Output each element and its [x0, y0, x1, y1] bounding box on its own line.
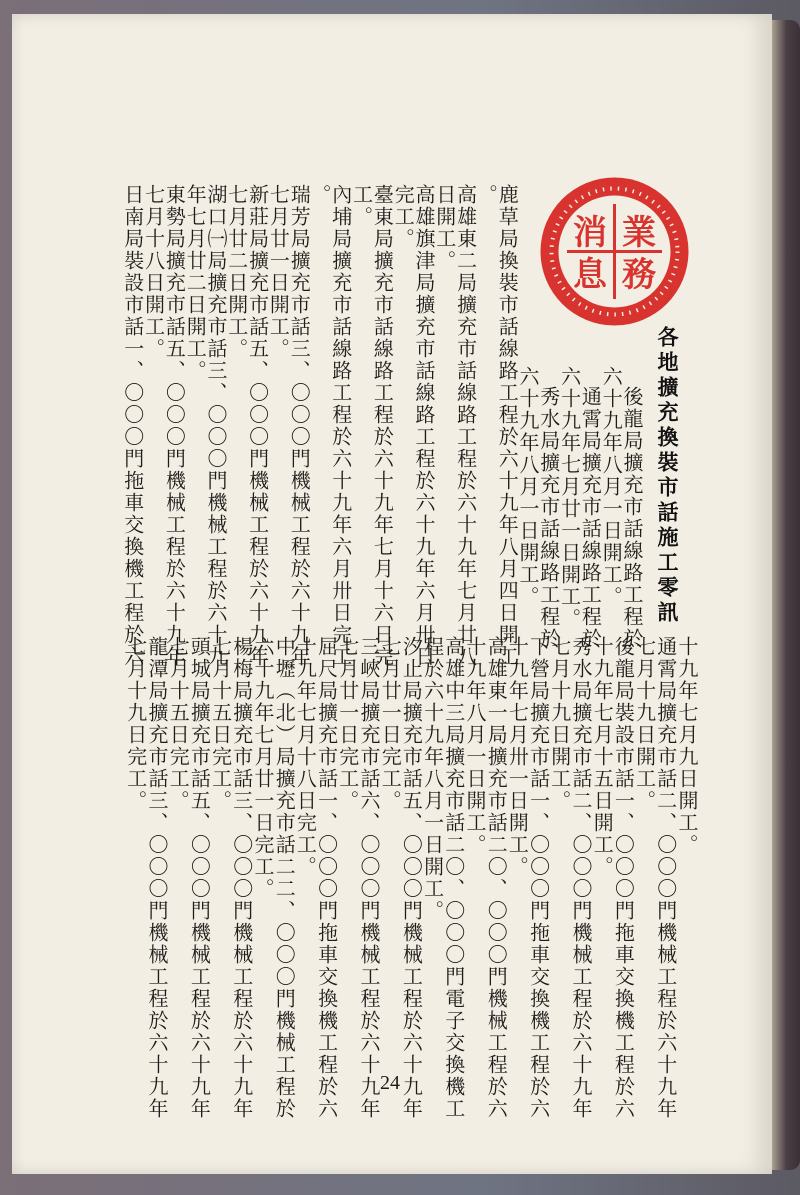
lower-column-25: 七月十五日完工。	[166, 636, 191, 812]
upper-column-2: 六十九年八月一日開工。	[599, 366, 624, 608]
lower-column-8: 下營局擴充市話一、〇〇〇門拖車交換機工程於六	[526, 636, 551, 1120]
lower-column-27: 七月十九日完工。	[123, 636, 148, 812]
stamp-char-xiao: 消	[573, 213, 607, 253]
upper-column-24: 七月十八日開工。	[141, 184, 166, 360]
lower-column-5: 十九年七月十五日開工。	[590, 636, 615, 878]
upper-column-13: 臺東局擴充市話線路工程於六十九年七月十六日完	[370, 184, 395, 668]
lower-column-21: 六十九年七月廿一日完工。	[251, 636, 275, 900]
upper-column-25: 日南局裝設市話一、〇〇〇門拖車交換機工程於六	[120, 184, 145, 668]
lower-column-3: 七月十九日開工。	[632, 636, 657, 812]
lower-column-4: 後龍局裝設市話一、〇〇〇門拖車交換機工程於六	[611, 636, 636, 1120]
upper-column-22: 年七月廿二日開工。	[183, 184, 208, 382]
book-page	[12, 14, 772, 1174]
page-number: 24	[380, 1072, 400, 1094]
lower-column-9: 十九年七月卅一日開工。	[505, 636, 530, 878]
lower-column-1: 十九年七月九日開工。	[675, 636, 699, 856]
lower-column-17: 七月廿一日完工。	[335, 636, 360, 812]
upper-column-19: 新莊局擴充市話五、〇〇〇門機械工程於六十九年	[245, 184, 270, 668]
business-news-stamp	[537, 174, 692, 329]
upper-column-4: 六十九年七月廿一日開工。	[557, 366, 582, 630]
lower-column-7: 七月十九日開工。	[547, 636, 572, 812]
upper-column-10: 日開工。	[432, 184, 457, 272]
upper-column-6: 六十九年八月一日開工。	[516, 366, 540, 608]
lower-column-13: 程於六十九年八月一日開工。	[420, 636, 445, 922]
upper-column-11: 高雄旗津局擴充市話線路工程於六十九年六月卅日	[412, 184, 436, 668]
upper-column-1: 後龍局擴充市話線路工程於	[620, 386, 644, 650]
lower-column-22: 楊梅局擴充市話三、〇〇〇門機械工程於六十九年	[229, 636, 254, 1120]
lower-column-26: 龍潭局擴充市話三、〇〇〇門機械工程於六十九年	[145, 636, 169, 1120]
upper-column-14: 工。	[349, 184, 374, 228]
lower-column-20: 中壢（北）局擴充市話二二、〇〇〇門機械工程於	[272, 636, 297, 1120]
lower-column-15: 七月廿一日完工。	[378, 636, 403, 812]
upper-column-17: 瑞芳局擴充市話三、〇〇〇門機械工程於六十九年	[287, 184, 312, 668]
lower-column-12: 高雄中三局擴充市話二〇、〇〇〇門電子交換機工	[441, 636, 466, 1120]
lower-column-16: 三峽局擴充市話六、〇〇〇門機械工程於六十九年	[357, 636, 381, 1120]
lower-column-24: 頭城局擴充市話五、〇〇〇門機械工程於六十九年	[187, 636, 212, 1120]
upper-column-7: 鹿草局換裝市話線路工程於六十九年八月四日開工	[495, 184, 520, 668]
upper-column-15: 內埔局擴充市話線路工程於六十九年六月卅日完工	[328, 184, 353, 668]
lower-column-19: 十九年七月十八日完工。	[293, 636, 318, 878]
lower-column-2: 通霄局擴充市話二、〇〇〇門機械工程於六十九年	[653, 636, 678, 1120]
upper-column-18: 七月廿一日開工。	[266, 184, 291, 360]
stamp-char-wu: 務	[622, 255, 656, 295]
lower-column-18: 屈尺局擴充市話一、〇〇〇門拖車交換機工程於六	[314, 636, 339, 1120]
upper-column-23: 東勢局擴充市話五、〇〇〇門機械工程於六十九年	[162, 184, 187, 668]
lower-column-10: 高雄東一局擴充市話二〇、〇〇〇門機械工程於六	[484, 636, 509, 1120]
upper-column-21: 湖口㈠局擴充市話三、〇〇〇門機械工程於六十九	[204, 184, 228, 668]
upper-column-20: 七月廿二日開工。	[224, 184, 249, 360]
upper-column-5: 秀水局擴充市話線路工程於	[536, 386, 561, 650]
upper-column-9: 高雄東二局擴充市話線路工程於六十九年七月廿八	[453, 184, 478, 668]
stamp-char-ye: 業	[622, 213, 656, 253]
upper-column-12: 完工。	[391, 184, 416, 250]
lower-column-6: 秀水局擴充市話二、〇〇〇門機械工程於六十九年	[569, 636, 593, 1120]
lower-column-11: 十九年八月一日開工。	[463, 636, 487, 856]
upper-column-3: 通霄局擴充市話線路工程於	[578, 386, 603, 650]
lower-column-14: 汐止局擴充市話五、〇〇〇門機械工程於六十九年	[399, 636, 424, 1120]
article-title: 各地擴充換裝市話施工零訊	[655, 326, 679, 626]
upper-column-16: 。	[308, 184, 332, 206]
stamp-char-xi: 息	[573, 255, 607, 295]
upper-column-8: 。	[474, 184, 499, 206]
lower-column-23: 七月十五日完工。	[208, 636, 233, 812]
